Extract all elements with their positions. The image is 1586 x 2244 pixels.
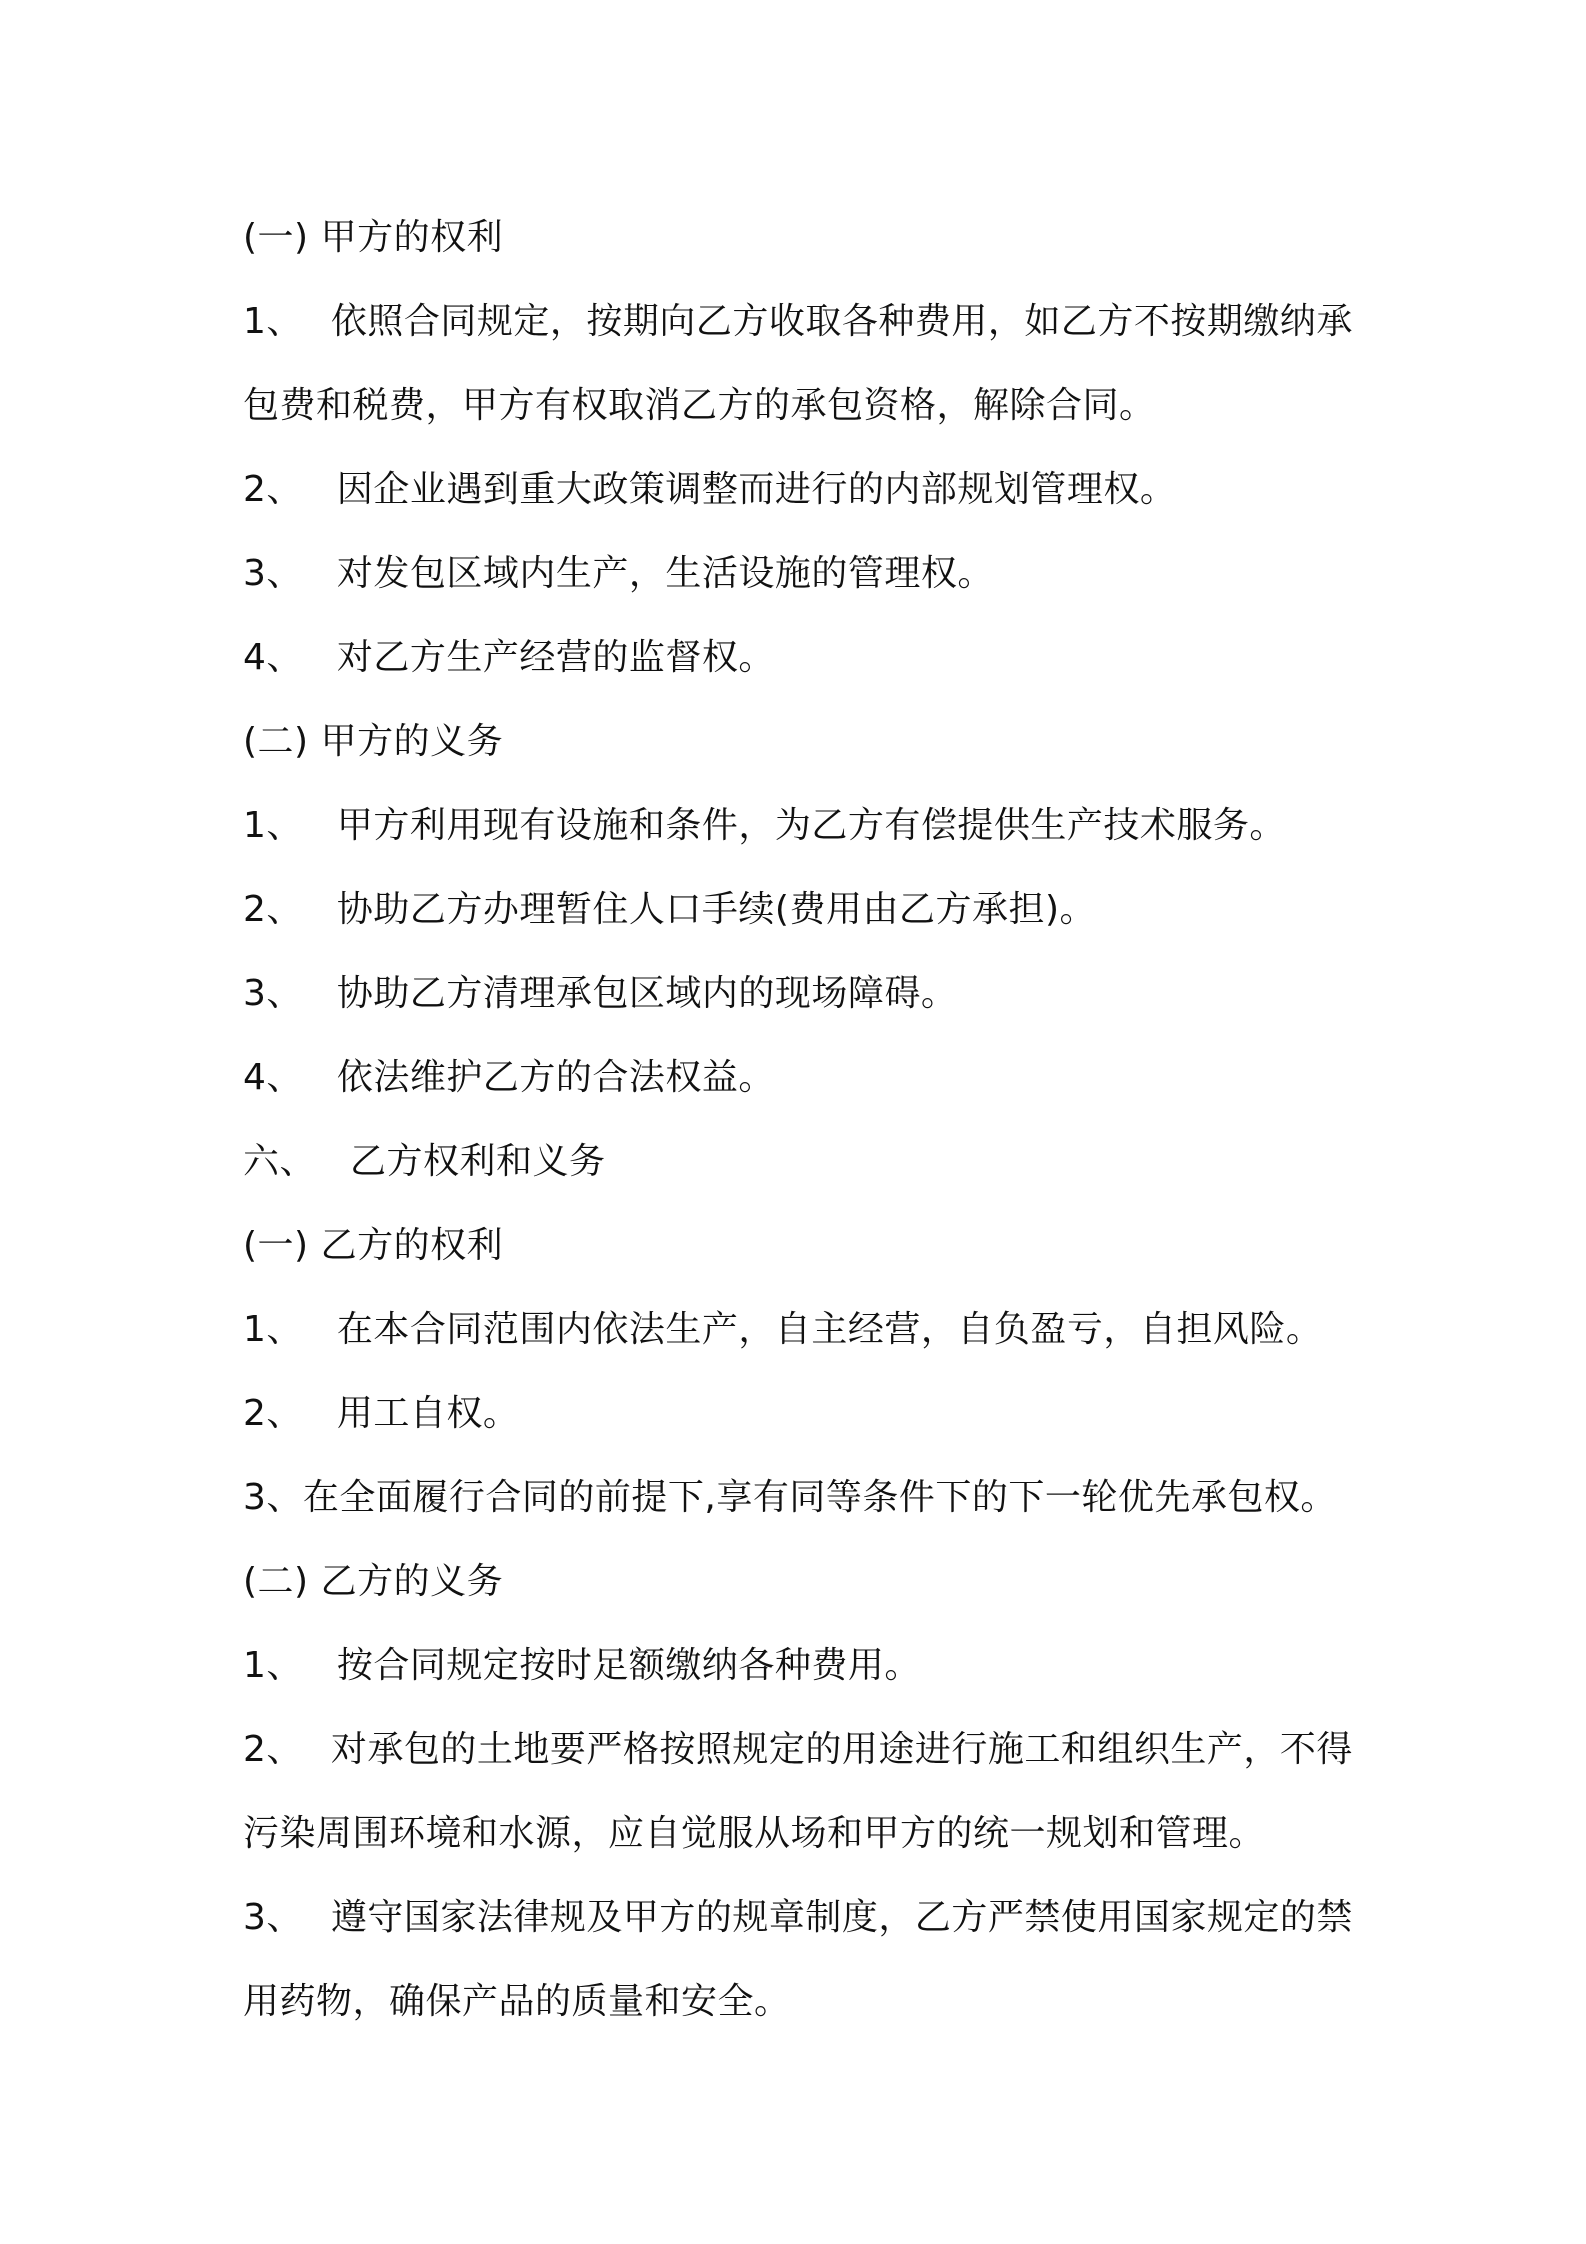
- line: [243, 448, 1363, 532]
- line-number: 2、: [243, 889, 303, 930]
- line-text: 用药物，确保产品的质量和安全。: [243, 1981, 791, 2022]
- line-text: 依照合同规定，按期向乙方收取各种费用，如乙方不按期缴纳承: [330, 301, 1353, 342]
- line-text: 协助乙方办理暂住人口手续(费用由乙方承担)。: [336, 889, 1096, 930]
- line-text: 在全面履行合同的前提下,享有同等条件下的下一轮优先承包权。: [302, 1477, 1337, 1518]
- line: [243, 1288, 1363, 1372]
- line-number: (二): [243, 1561, 309, 1602]
- line: [243, 1876, 1363, 1960]
- document-body: [243, 196, 1363, 2044]
- line-text: 乙方权利和义务: [350, 1141, 606, 1182]
- line-text: 甲方利用现有设施和条件，为乙方有偿提供生产技术服务。: [336, 805, 1286, 846]
- line: [243, 616, 1363, 700]
- line-text: 按合同规定按时足额缴纳各种费用。: [336, 1645, 921, 1686]
- line: [243, 1792, 1363, 1876]
- line-number: 1、: [243, 805, 303, 846]
- line-number: 4、: [243, 637, 303, 678]
- line: [243, 532, 1363, 616]
- line-number: (一): [243, 217, 309, 258]
- line: [243, 364, 1363, 448]
- line-number: 1、: [243, 301, 303, 342]
- line: [243, 952, 1363, 1036]
- line: [243, 1372, 1363, 1456]
- line-number: 3、: [243, 553, 303, 594]
- line: [243, 1624, 1363, 1708]
- line: [243, 280, 1363, 364]
- line-number: (一): [243, 1225, 309, 1266]
- line-number: 3、: [243, 973, 303, 1014]
- line-text: 遵守国家法律规及甲方的规章制度，乙方严禁使用国家规定的禁: [330, 1897, 1353, 1938]
- line-number: 1、: [243, 1645, 303, 1686]
- line: [243, 1204, 1363, 1288]
- line: [243, 1120, 1363, 1204]
- line: [243, 1708, 1363, 1792]
- line-text: 用工自权。: [336, 1393, 520, 1434]
- line-text: 依法维护乙方的合法权益。: [336, 1057, 775, 1098]
- line-text: 因企业遇到重大政策调整而进行的内部规划管理权。: [336, 469, 1177, 510]
- line-number: 3、: [243, 1477, 303, 1518]
- line-text: 对乙方生产经营的监督权。: [336, 637, 775, 678]
- line: [243, 700, 1363, 784]
- line-number: 1、: [243, 1309, 303, 1350]
- line: [243, 196, 1363, 280]
- line-text: 甲方的义务: [320, 721, 504, 762]
- line-text: 在本合同范围内依法生产，自主经营，自负盈亏，自担风险。: [336, 1309, 1323, 1350]
- line: [243, 1456, 1363, 1540]
- line-text: 乙方的权利: [320, 1225, 504, 1266]
- line-number: 4、: [243, 1057, 303, 1098]
- line-text: 污染周围环境和水源，应自觉服从场和甲方的统一规划和管理。: [243, 1813, 1266, 1854]
- line-number: 2、: [243, 469, 303, 510]
- line-number: 六、: [243, 1141, 317, 1182]
- line-number: (二): [243, 721, 309, 762]
- line-text: 对承包的土地要严格按照规定的用途进行施工和组织生产，不得: [330, 1729, 1353, 1770]
- line: [243, 1960, 1363, 2044]
- line: [243, 1036, 1363, 1120]
- line-text: 乙方的义务: [320, 1561, 504, 1602]
- line-number: 2、: [243, 1729, 303, 1770]
- line-text: 对发包区域内生产，生活设施的管理权。: [336, 553, 994, 594]
- line: [243, 1540, 1363, 1624]
- line-text: 甲方的权利: [320, 217, 504, 258]
- line: [243, 784, 1363, 868]
- line-number: 2、: [243, 1393, 303, 1434]
- line-text: 包费和税费，甲方有权取消乙方的承包资格，解除合同。: [243, 385, 1156, 426]
- line-number: 3、: [243, 1897, 303, 1938]
- line-text: 协助乙方清理承包区域内的现场障碍。: [336, 973, 958, 1014]
- line: [243, 868, 1363, 952]
